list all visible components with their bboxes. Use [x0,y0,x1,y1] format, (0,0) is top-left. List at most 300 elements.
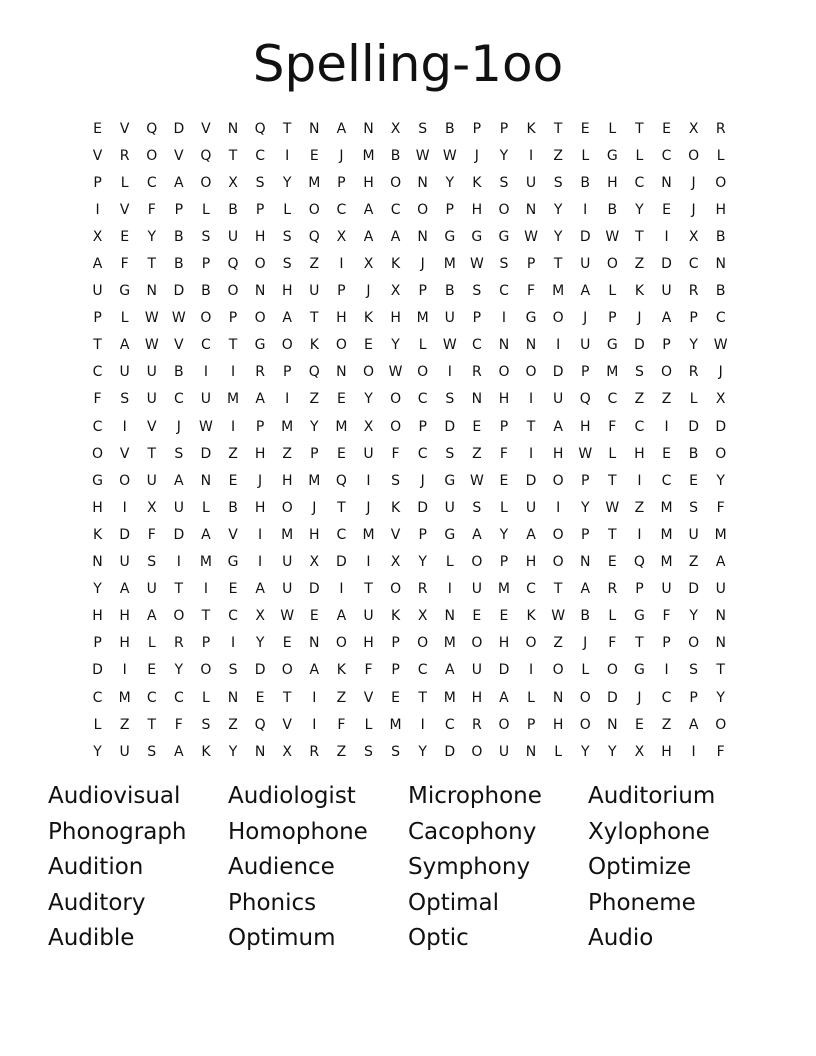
grid-letter: M [281,526,294,543]
grid-letter: A [201,526,211,543]
grid-letter: E [336,391,346,408]
grid-letter: U [282,581,293,598]
grid-letter: N [227,120,239,137]
grid-letter: P [445,201,454,218]
grid-letter: O [579,689,591,706]
grid-letter: B [580,174,591,191]
grid-letter: M [281,418,294,435]
grid-letter: E [120,228,130,245]
grid-letter: N [579,554,591,571]
grid-letter: P [662,635,671,652]
grid-letter: C [390,201,401,218]
grid-letter: E [391,689,400,706]
grid-letter: B [580,608,591,625]
grid-letter: L [554,743,563,760]
grid-letter: B [228,201,238,218]
grid-letter: H [579,418,591,435]
grid-letter: E [228,472,238,489]
grid-letter: R [688,364,699,381]
grid-letter: F [716,743,725,760]
grid-letter: C [417,662,428,679]
word-list-item: Phoneme [588,889,696,916]
grid-letter: P [93,635,102,652]
grid-letter: O [471,635,483,652]
grid-letter: I [285,147,290,164]
grid-letter: A [499,689,509,706]
grid-letter: L [445,554,454,571]
grid-letter: D [444,418,456,435]
grid-letter: T [364,581,373,598]
grid-letter: J [691,201,696,218]
grid-letter: L [689,391,698,408]
grid-letter: A [174,174,184,191]
grid-letter: M [443,256,456,273]
grid-letter: G [444,228,456,245]
grid-letter: B [607,201,618,218]
grid-letter: A [580,283,591,300]
grid-letter: I [366,472,371,489]
grid-letter: C [201,337,211,354]
grid-letter: J [312,499,317,516]
grid-letter: G [227,554,239,571]
grid-letter: J [366,499,371,516]
grid-letter: H [498,635,510,652]
grid-letter: L [147,635,156,652]
grid-letter: W [171,310,186,327]
grid-letter: F [608,418,617,435]
grid-letter: A [580,581,591,598]
grid-letter: I [528,391,534,408]
word-list-item: Phonograph [48,818,187,845]
grid-letter: T [608,472,617,489]
grid-letter: I [258,526,263,543]
grid-row [84,223,744,250]
grid-letter: T [635,635,644,652]
grid-letter: Q [227,256,239,273]
grid-letter: O [606,662,618,679]
grid-letter: Q [200,147,212,164]
grid-letter: I [122,418,127,435]
grid-letter: S [634,364,644,381]
grid-letter: N [92,554,103,571]
grid-row [84,115,744,142]
grid-letter: C [228,608,238,625]
grid-letter: C [173,391,184,408]
grid-letter: U [580,337,591,354]
grid-letter: P [228,310,238,327]
grid-letter: U [498,743,510,760]
grid-letter: O [390,391,402,408]
grid-letter: P [689,689,698,706]
grid-letter: C [417,445,428,462]
grid-letter: O [390,174,402,191]
grid-letter: V [119,445,130,462]
grid-letter: A [472,526,482,543]
grid-letter: E [662,445,671,462]
grid-row [84,413,744,440]
grid-letter: M [443,689,456,706]
grid-row [84,576,744,603]
grid-letter: M [660,499,673,516]
grid-letter: D [119,526,131,543]
grid-letter: H [254,228,266,245]
grid-letter: I [664,418,669,435]
grid-letter: O [281,662,293,679]
grid-letter: F [174,716,183,733]
grid-letter: C [146,689,157,706]
word-list-item: Audible [48,925,135,951]
grid-letter: E [228,581,238,598]
grid-letter: S [255,174,265,191]
grid-letter: L [527,689,535,706]
grid-letter: O [471,743,483,760]
grid-letter: X [282,743,292,760]
grid-letter: E [282,635,292,652]
grid-letter: V [201,120,211,137]
grid-letter: F [391,445,400,462]
grid-letter: G [525,310,537,327]
grid-row [84,603,744,630]
grid-letter: M [362,526,375,543]
grid-letter: T [635,228,644,245]
grid-letter: I [203,364,208,381]
grid-letter: I [447,581,452,598]
grid-letter: Z [309,256,320,273]
grid-letter: X [688,120,699,137]
grid-letter: E [607,554,617,571]
grid-letter: P [282,364,292,381]
grid-letter: Q [579,391,591,408]
grid-letter: U [525,499,537,516]
grid-letter: X [390,283,401,300]
grid-letter: Z [309,391,320,408]
grid-letter: R [471,364,482,381]
grid-letter: N [309,635,320,652]
grid-letter: H [309,526,320,543]
grid-letter: Z [661,716,672,733]
grid-letter: P [418,526,427,543]
grid-letter: Z [119,716,130,733]
grid-letter: U [146,581,157,598]
grid-letter: C [336,201,347,218]
grid-letter: X [336,228,347,245]
grid-letter: U [119,554,130,571]
grid-row [84,332,744,359]
grid-letter: P [337,283,346,300]
word-list-item: Auditory [48,889,146,916]
grid-letter: G [119,283,131,300]
grid-letter: N [715,608,726,625]
grid-letter: I [556,337,561,354]
grid-letter: H [363,174,374,191]
grid-letter: P [581,526,590,543]
grid-letter: X [390,554,401,571]
grid-letter: C [661,147,672,164]
grid-letter: T [174,581,184,598]
grid-letter: P [310,445,319,462]
grid-letter: T [337,499,346,516]
grid-letter: M [660,554,673,571]
grid-letter: C [688,256,699,273]
grid-letter: I [312,689,317,706]
grid-letter: N [363,120,374,137]
grid-letter: E [309,608,319,625]
grid-letter: E [662,201,671,218]
grid-letter: L [608,120,617,137]
grid-letter: G [92,472,103,489]
grid-letter: Z [553,635,563,652]
grid-letter: P [391,635,400,652]
grid-letter: A [255,581,265,598]
grid-letter: H [119,608,130,625]
grid-letter: A [92,256,103,273]
grid-letter: P [635,581,644,598]
grid-letter: M [606,364,619,381]
grid-letter: F [120,256,129,273]
grid-letter: Y [310,418,319,435]
grid-letter: I [637,526,642,543]
grid-letter: T [716,662,725,679]
grid-letter: D [254,662,266,679]
grid-letter: B [228,499,238,516]
grid-letter: W [144,337,159,354]
grid-letter: I [230,635,236,652]
word-list-item: Audition [48,854,144,880]
grid-letter: I [230,364,236,381]
grid-letter: P [608,310,617,327]
grid-letter: C [255,147,265,164]
grid-letter: I [366,554,371,571]
grid-letter: A [526,526,536,543]
grid-letter: P [93,174,102,191]
word-list-item: Symphony [408,854,531,880]
grid-letter: U [119,743,130,760]
word-list-item: Cacophony [408,818,537,845]
word-list-item: Audiologist [228,783,356,809]
grid-letter: Z [634,499,645,516]
grid-letter: A [553,418,563,435]
grid-letter: E [309,147,319,164]
grid-letter: W [442,147,457,164]
grid-letter: I [176,554,181,571]
grid-letter: I [312,716,317,733]
letter-grid [84,115,744,765]
grid-letter: N [227,689,239,706]
grid-letter: M [118,689,131,706]
grid-letter: I [339,581,344,598]
grid-row [84,359,744,386]
grid-letter: S [364,743,373,760]
grid-letter: F [716,499,725,516]
grid-letter: O [335,337,347,354]
grid-letter: A [336,120,347,137]
grid-letter: Q [254,716,266,733]
grid-letter: H [254,499,266,516]
grid-letter: O [498,364,510,381]
grid-letter: W [551,608,566,625]
grid-letter: U [146,472,157,489]
grid-row [84,169,744,196]
grid-letter: O [227,283,239,300]
grid-letter: X [390,120,401,137]
grid-letter: N [498,337,510,354]
grid-letter: K [201,743,211,760]
grid-letter: H [471,689,483,706]
grid-letter: O [254,256,266,273]
grid-letter: K [526,608,536,625]
grid-letter: V [174,147,184,164]
grid-letter: P [255,418,265,435]
word-list-item: Auditorium [588,783,716,809]
grid-letter: U [282,554,293,571]
grid-letter: D [444,743,456,760]
grid-letter: P [499,418,509,435]
grid-letter: U [444,310,455,327]
grid-letter: S [499,256,509,273]
grid-letter: Z [634,391,645,408]
grid-letter: O [498,716,510,733]
grid-letter: H [552,716,564,733]
grid-letter: M [308,472,321,489]
grid-letter: S [201,228,211,245]
grid-letter: C [444,716,455,733]
grid-letter: E [499,608,509,625]
grid-letter: V [363,689,374,706]
grid-letter: O [552,310,564,327]
grid-letter: X [363,256,374,273]
grid-letter: J [420,472,425,489]
grid-letter: L [93,716,102,733]
grid-letter: N [309,120,320,137]
grid-letter: D [688,581,699,598]
grid-letter: I [501,310,507,327]
grid-letter: W [199,418,213,435]
word-list-item: Homophone [228,818,368,845]
grid-letter: E [147,662,157,679]
grid-letter: S [689,662,699,679]
grid-letter: A [390,228,401,245]
grid-letter: X [634,743,645,760]
grid-row [84,549,744,576]
grid-letter: P [526,256,536,273]
grid-letter: D [579,228,591,245]
grid-letter: Y [147,228,157,245]
grid-letter: S [553,174,563,191]
grid-letter: R [119,147,130,164]
grid-letter: I [122,662,127,679]
grid-letter: B [444,283,455,300]
grid-letter: E [499,472,509,489]
grid-letter: T [201,608,211,625]
grid-letter: G [498,228,510,245]
grid-letter: S [174,445,184,462]
grid-letter: X [309,554,320,571]
grid-letter: O [715,716,727,733]
grid-letter: L [418,337,427,354]
grid-letter: A [363,201,374,218]
grid-row [84,657,744,684]
grid-letter: O [471,554,483,571]
grid-letter: K [309,337,319,354]
word-list-item: Optimum [228,925,336,951]
grid-letter: D [498,662,510,679]
grid-letter: N [254,283,266,300]
grid-letter: A [309,662,320,679]
grid-letter: V [282,716,292,733]
grid-letter: A [255,391,265,408]
grid-letter: N [417,228,428,245]
grid-letter: Y [228,743,238,760]
grid-letter: Z [336,689,347,706]
grid-letter: Q [335,472,347,489]
grid-row [84,278,744,305]
grid-letter: V [119,120,130,137]
grid-letter: L [120,174,129,191]
grid-letter: W [442,337,457,354]
grid-letter: U [444,499,455,516]
grid-letter: T [553,581,563,598]
grid-letter: P [472,310,482,327]
grid-letter: S [472,283,482,300]
grid-letter: L [608,608,617,625]
grid-letter: U [661,283,672,300]
grid-letter: C [336,526,347,543]
grid-letter: D [336,554,347,571]
grid-letter: T [635,120,644,137]
grid-letter: P [418,283,427,300]
grid-letter: E [634,716,644,733]
grid-letter: C [607,391,618,408]
grid-letter: G [254,337,266,354]
grid-letter: X [715,391,726,408]
grid-row [84,521,744,548]
grid-letter: N [552,689,564,706]
grid-letter: F [337,716,346,733]
grid-letter: H [715,201,726,218]
grid-letter: L [716,147,725,164]
grid-letter: Z [688,554,699,571]
grid-letter: Y [282,174,292,191]
grid-letter: W [524,228,538,245]
grid-letter: C [526,581,536,598]
grid-letter: E [93,120,102,137]
grid-letter: Q [633,554,645,571]
grid-letter: W [605,499,620,516]
grid-letter: J [691,174,696,191]
grid-letter: T [418,689,427,706]
word-list-item: Optimal [408,889,500,916]
grid-letter: V [146,418,157,435]
grid-letter: X [146,499,157,516]
grid-letter: J [176,418,181,435]
grid-letter: Y [689,608,698,625]
grid-letter: C [92,418,103,435]
grid-letter: J [583,310,588,327]
grid-letter: P [255,201,265,218]
grid-letter: M [335,418,348,435]
grid-letter: U [363,608,374,625]
grid-letter: F [608,635,617,652]
grid-letter: M [552,283,565,300]
grid-letter: P [581,364,590,381]
grid-letter: D [525,472,537,489]
grid-letter: M [714,526,727,543]
grid-letter: E [472,608,482,625]
grid-letter: C [634,174,645,191]
grid-letter: O [688,147,700,164]
grid-letter: X [363,418,374,435]
grid-letter: S [120,391,130,408]
